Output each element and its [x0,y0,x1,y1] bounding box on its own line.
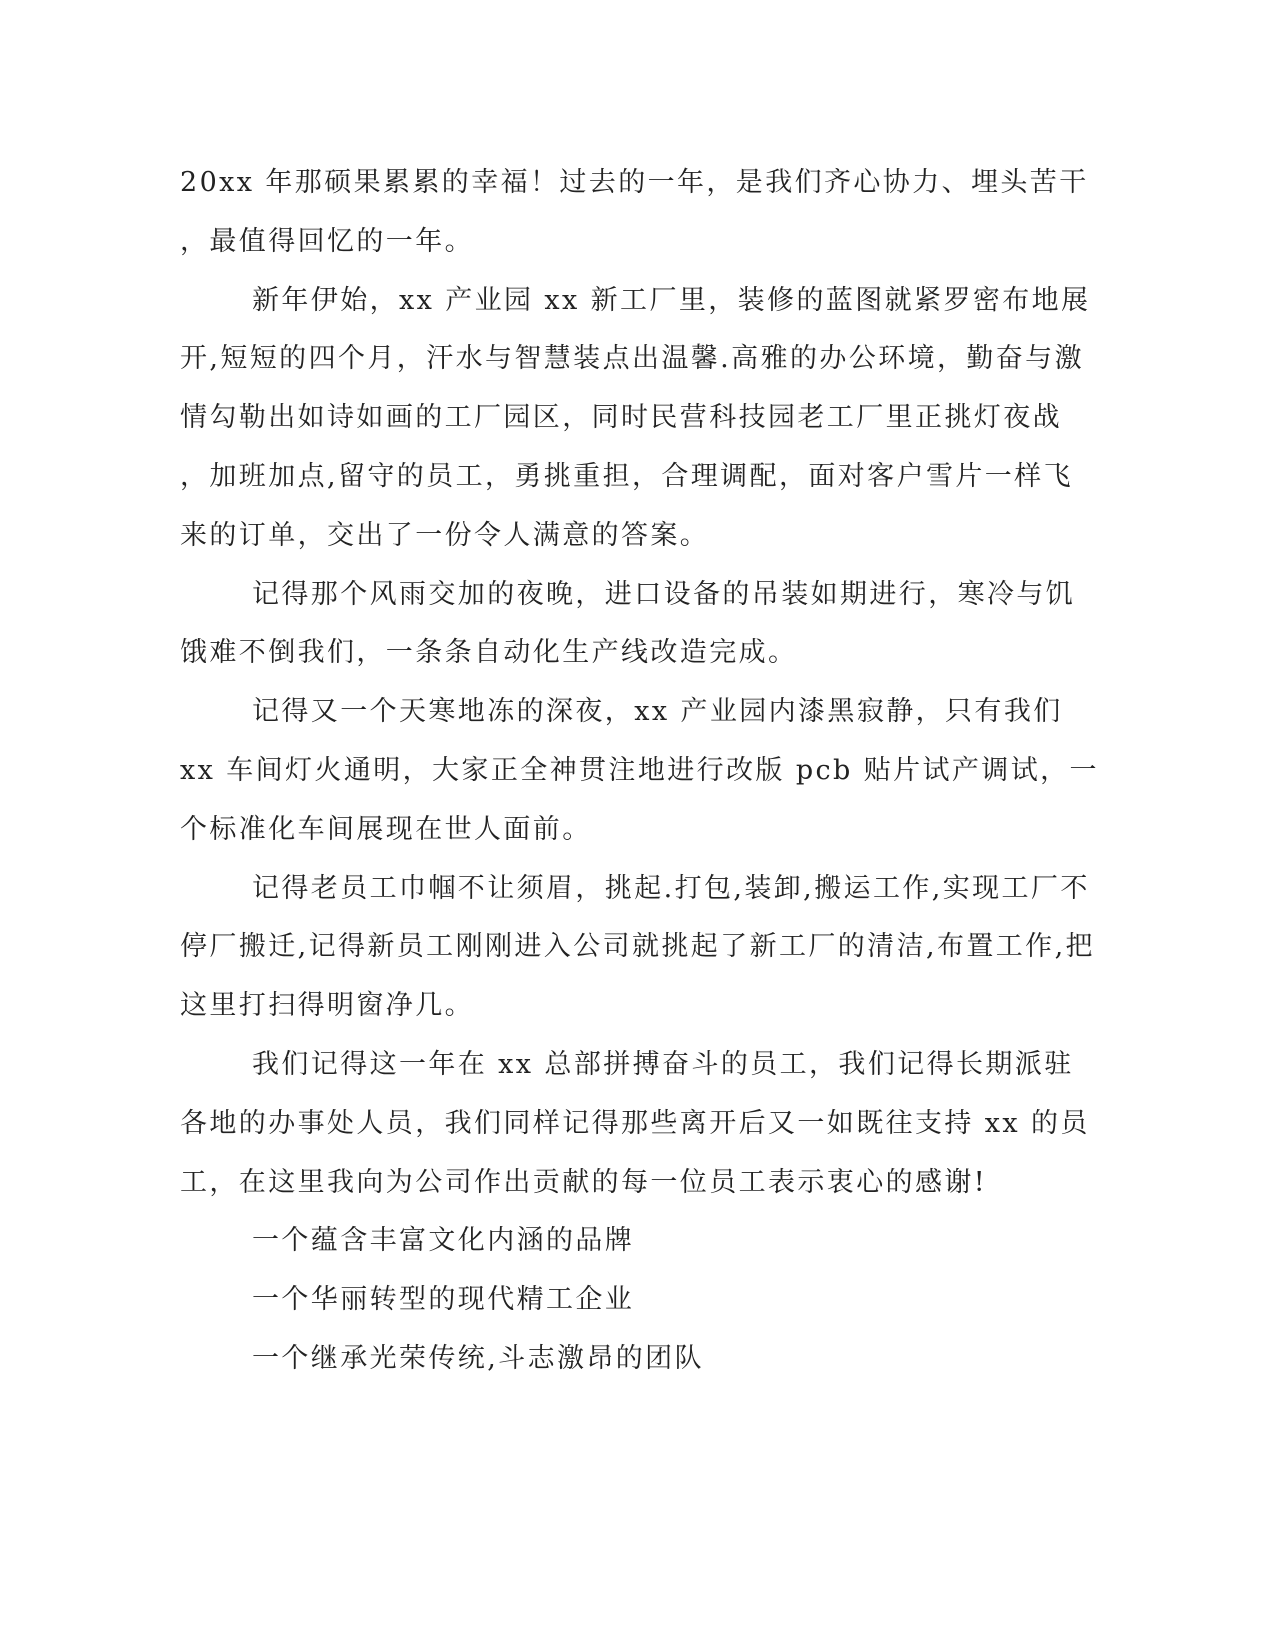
list-line: 一个华丽转型的现代精工企业 [252,1284,635,1316]
paragraph-start-line: 记得那个风雨交加的夜晚，进口设备的吊装如期进行，寒冷与饥 [252,578,1076,610]
paragraph-start-line: 记得又一个天寒地冻的深夜，xx 产业园内漆黑寂静，只有我们 [252,696,1063,728]
text-line: 这里打扫得明窗净几。 [180,990,474,1022]
text-line: 各地的办事处人员，我们同样记得那些离开后又一如既往支持 xx 的员 [180,1107,1090,1139]
text-line: 工，在这里我向为公司作出贡献的每一位员工表示衷心的感谢! [180,1166,988,1198]
text-line: 饿难不倒我们，一条条自动化生产线改造完成。 [180,637,798,669]
text-line: xx 车间灯火通明，大家正全神贯注地进行改版 pcb 贴片试产调试，一 [180,754,1099,786]
paragraph-start-line: 记得老员工巾帼不让须眉，挑起.打包,装卸,搬运工作,实现工厂不 [252,872,1090,904]
paragraph-start-line: 新年伊始，xx 产业园 xx 新工厂里，装修的蓝图就紧罗密布地展 [252,284,1091,316]
text-line: 来的订单，交出了一份令人满意的答案。 [180,519,710,551]
text-line: ，加班加点,留守的员工，勇挑重担，合理调配，面对客户雪片一样飞 [180,460,1073,492]
text-line: ，最值得回忆的一年。 [180,225,474,257]
list-line: 一个继承光荣传统,斗志激昂的团队 [252,1342,704,1374]
text-line: 停厂搬迁,记得新员工刚刚进入公司就挑起了新工厂的清洁,布置工作,把 [180,931,1095,963]
text-line: 20xx 年那硕果累累的幸福！过去的一年，是我们齐心协力、埋头苦干 [180,167,1089,198]
text-line: 情勾勒出如诗如画的工厂园区，同时民营科技园老工厂里正挑灯夜战 [180,402,1062,434]
paragraph-start-line: 我们记得这一年在 xx 总部拼搏奋斗的员工，我们记得长期派驻 [252,1048,1074,1080]
list-line: 一个蕴含丰富文化内涵的品牌 [252,1225,635,1257]
document-body [180,154,1099,1389]
text-line: 开,短短的四个月，汗水与智慧装点出温馨.高雅的办公环境，勤奋与激 [180,343,1084,375]
text-line: 个标准化车间展现在世人面前。 [180,813,592,845]
